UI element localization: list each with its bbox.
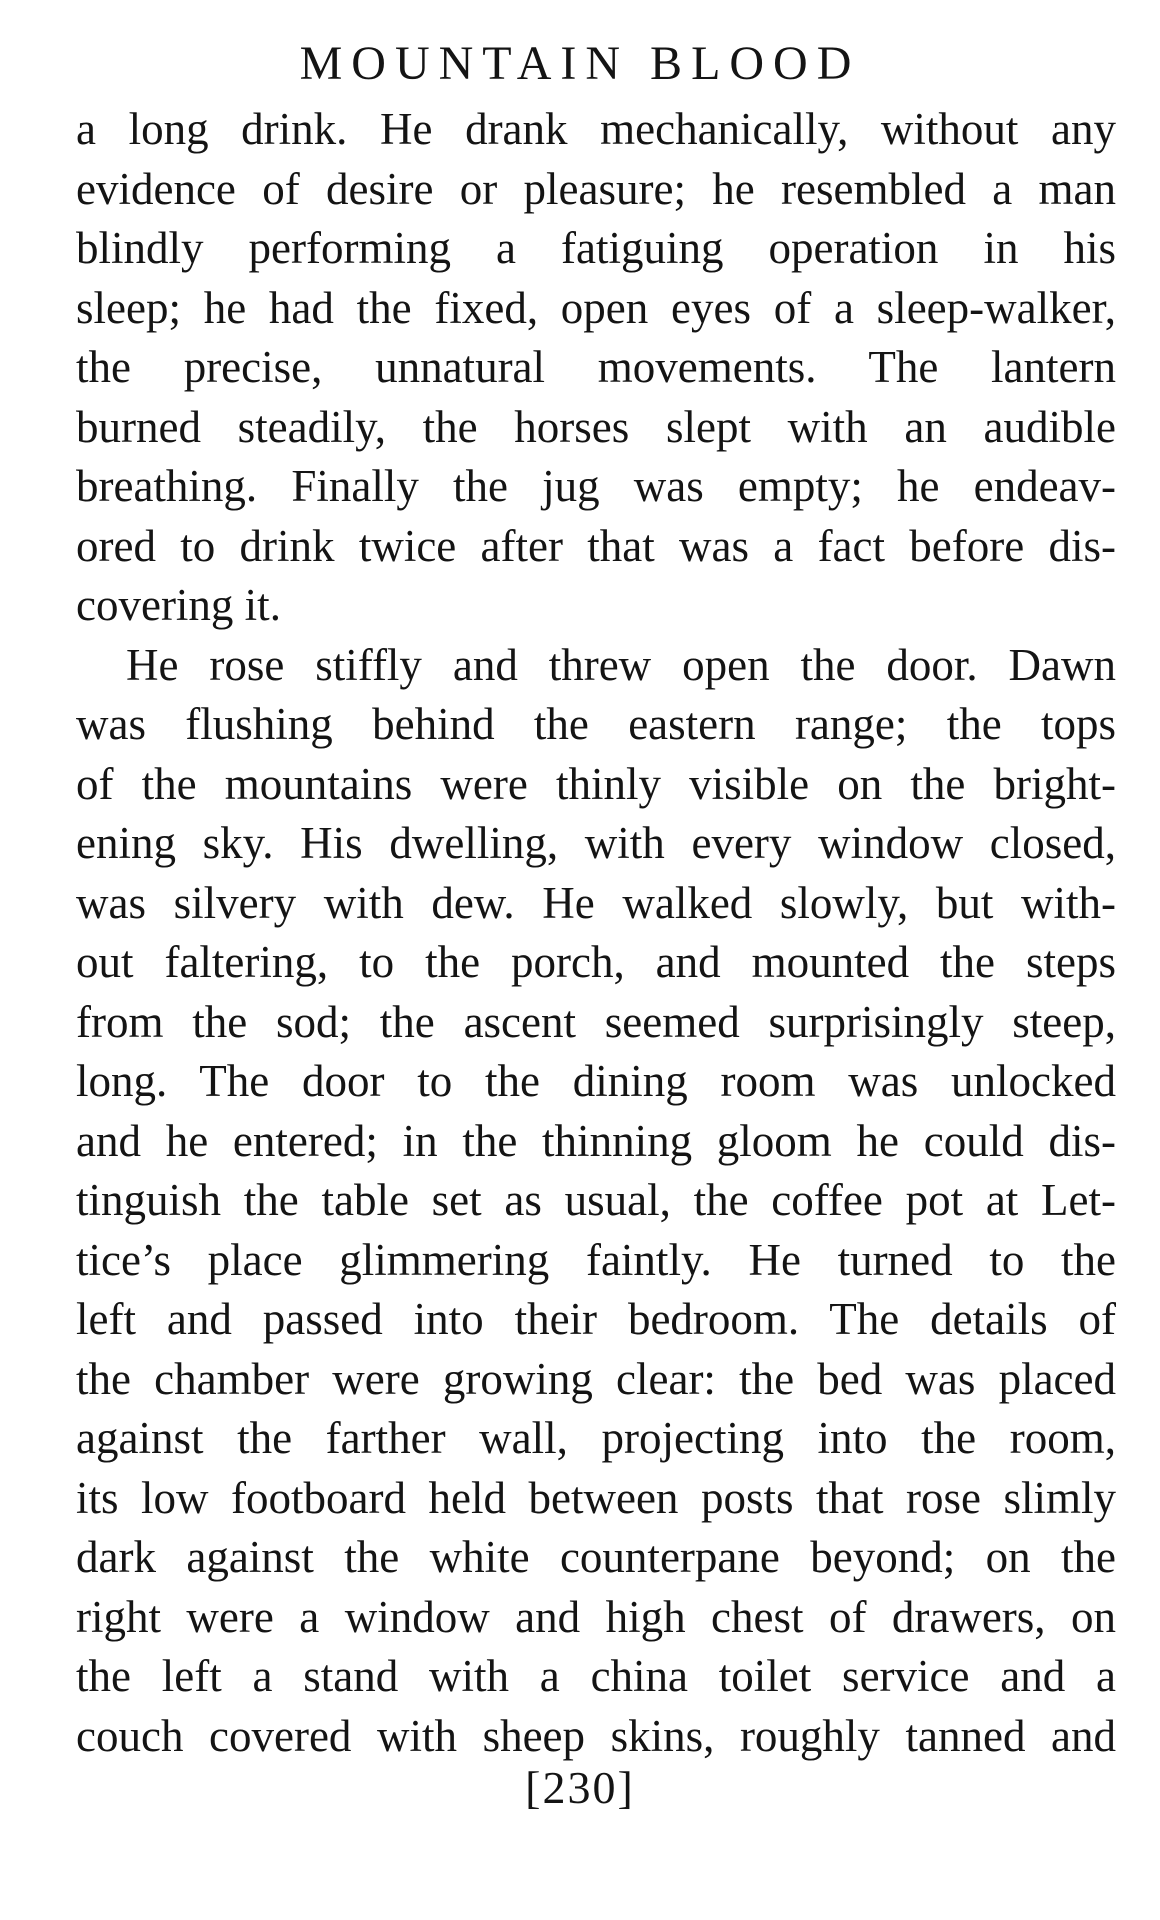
text-line: against the farther wall, projecting into the room, [76,1413,1116,1463]
text-line: out faltering, to the porch, and mounted the steps [76,937,1116,987]
text-line: its low footboard held between posts that rose slimly [76,1472,1116,1523]
text-line: left and passed into their bedroom. The details of [76,1294,1116,1344]
text-line: burned steadily, the horses slept with an audible [76,401,1116,452]
text-line: from the sod; the ascent seemed surprisingly steep, [76,996,1116,1047]
text-line: the left a stand with a china toilet service and a [76,1651,1116,1701]
text-line: covering it. [76,580,281,630]
text-line: dark against the white counterpane beyond; on the [76,1532,1116,1582]
text-line: the chamber were growing clear: the bed was placed [76,1353,1116,1404]
page-number: [230] [525,1762,635,1813]
paragraph-first-line: He rose stiffly and threw open the door. Dawn [126,639,1116,690]
body-text [76,100,1116,1766]
text-line: tice’s place glimmering faintly. He turned to the [76,1234,1116,1285]
running-head: MOUNTAIN BLOOD [299,37,861,90]
text-line: and he entered; in the thinning gloom he could dis- [76,1115,1116,1166]
text-line: sleep; he had the fixed, open eyes of a sleep-walker, [76,282,1116,333]
text-line: blindly performing a fatiguing operation in his [76,223,1116,273]
text-line: ening sky. His dwelling, with every window closed, [76,818,1116,868]
text-line: tinguish the table set as usual, the coffee pot at Let- [76,1175,1116,1225]
text-line: breathing. Finally the jug was empty; he endeav- [76,461,1116,511]
text-line: the precise, unnatural movements. The lantern [76,342,1116,392]
text-line: ored to drink twice after that was a fact before dis- [76,520,1116,571]
text-line: was flushing behind the eastern range; the tops [76,699,1116,749]
text-line: was silvery with dew. He walked slowly, but with- [76,877,1116,928]
text-line: couch covered with sheep skins, roughly tanned and [76,1710,1116,1761]
text-line: long. The door to the dining room was unlocked [76,1056,1116,1106]
text-line: of the mountains were thinly visible on the bright- [76,758,1116,809]
text-line: evidence of desire or pleasure; he resembled a man [76,163,1116,214]
text-line: right were a window and high chest of drawers, on [76,1591,1116,1642]
text-line: a long drink. He drank mechanically, without any [76,104,1116,154]
